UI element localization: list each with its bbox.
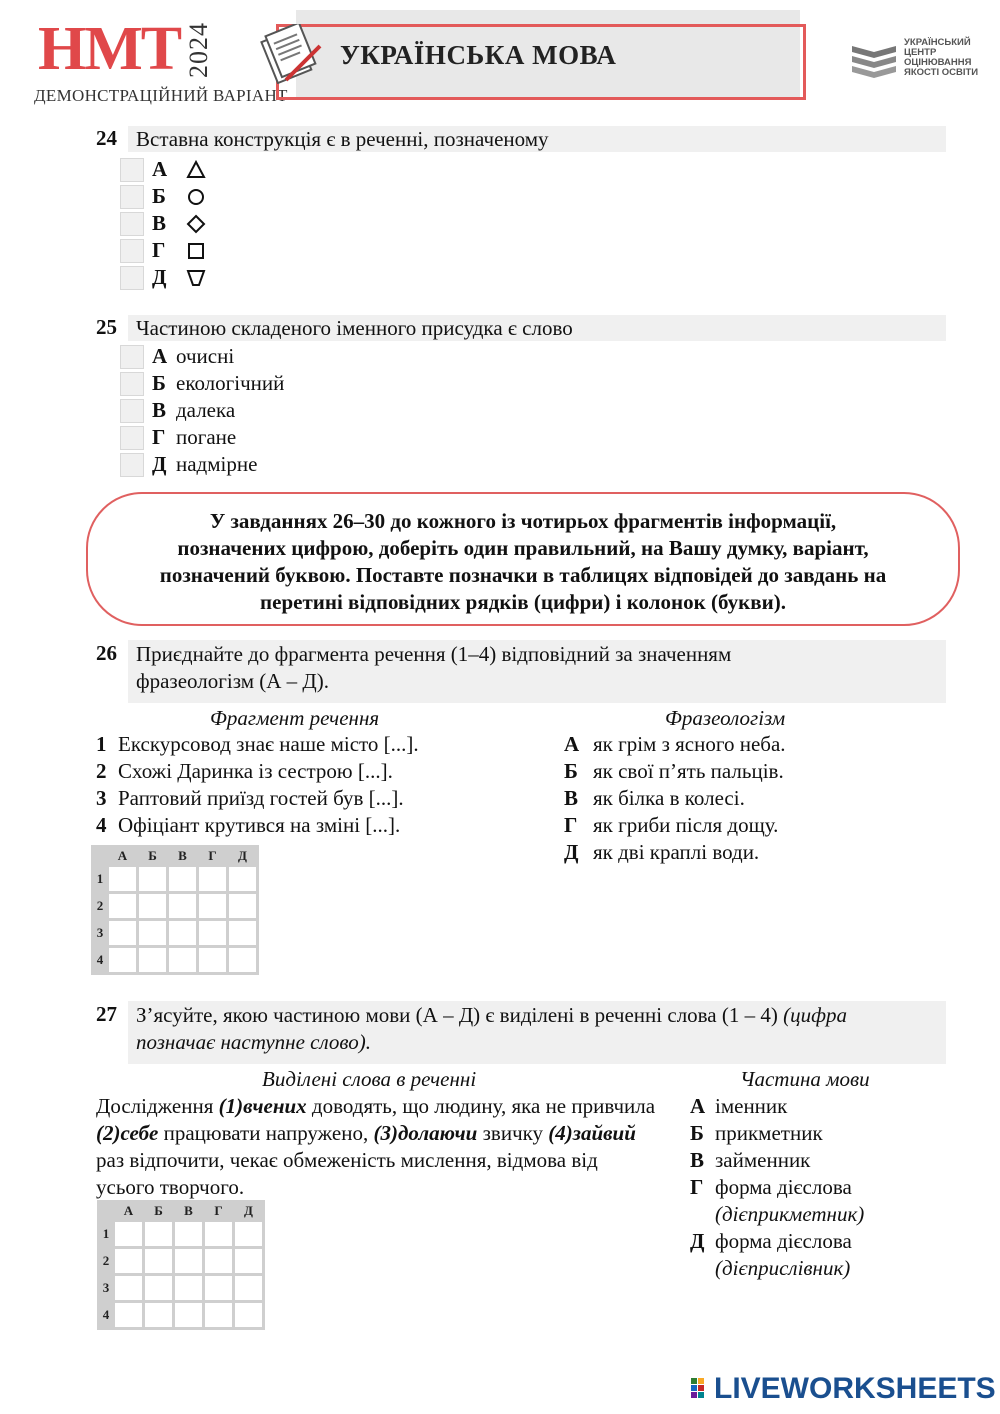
q27-left-header: Виділені слова в реченні [262, 1067, 477, 1091]
instruction-line: У завданнях 26–30 до кожного із чотирьох фрагментів інформації, [209, 509, 837, 533]
grid-col-header: Г [214, 1203, 223, 1218]
instruction-line: перетині відповідних рядків (цифри) і колонок (букви). [260, 590, 786, 614]
answer-cell[interactable] [235, 1222, 262, 1246]
list-item-note [690, 1201, 864, 1228]
sentence-part: Дослідження [96, 1094, 219, 1118]
q27-text-main: З’ясуйте, якою частиною мови (А – Д) є виділені в реченні слова (1 – 4) [136, 1003, 784, 1027]
answer-cell[interactable] [169, 867, 196, 891]
option-letter: В [152, 398, 167, 422]
answer-checkbox[interactable] [120, 345, 144, 369]
item-letter: Г [564, 813, 578, 837]
grid-row-header: 1 [96, 871, 104, 886]
answer-cell[interactable] [229, 894, 256, 918]
item-text: як білка в колесі. [593, 786, 745, 810]
item-text: займенник [715, 1148, 811, 1172]
answer-cell[interactable] [145, 1276, 172, 1300]
q26-phrases [564, 731, 786, 866]
item-letter: А [690, 1094, 706, 1118]
q25-option-d[interactable] [120, 424, 284, 451]
item-text: як дві краплі води. [593, 840, 760, 864]
grid-row-header: 1 [102, 1226, 110, 1241]
q24-option-d[interactable] [120, 237, 206, 264]
option-letter: Д [152, 452, 167, 476]
option-letter: В [152, 211, 167, 235]
answer-cell[interactable] [109, 948, 136, 972]
answer-cell[interactable] [139, 948, 166, 972]
grid-col-header: Д [238, 848, 247, 863]
list-item [564, 758, 786, 785]
q27-text-italic: позначає наступне слово). [136, 1030, 371, 1054]
answer-cell[interactable] [139, 894, 166, 918]
list-item [96, 758, 419, 785]
org-line: УКРАЇНСЬКИЙ [904, 37, 971, 48]
list-item-note [690, 1255, 864, 1282]
grid-row-header: 2 [102, 1253, 110, 1268]
answer-cell[interactable] [145, 1249, 172, 1273]
answer-table [97, 1200, 265, 1330]
answer-cell[interactable] [229, 948, 256, 972]
grid-col-header: В [178, 848, 187, 863]
item-text: іменник [715, 1094, 788, 1118]
grid-col-header: Б [148, 848, 157, 863]
grid-col-header: В [184, 1203, 193, 1218]
item-letter: Д [690, 1229, 705, 1253]
answer-cell[interactable] [229, 867, 256, 891]
q27-text-line [136, 1029, 944, 1056]
answer-checkbox[interactable] [120, 453, 144, 477]
q25-option-e[interactable] [120, 451, 284, 478]
q26-text-line: Приєднайте до фрагмента речення (1–4) відповідний за значенням [136, 642, 732, 666]
q27-answer-grid [97, 1200, 265, 1330]
instruction-box [86, 492, 960, 626]
q26-right-header: Фразеологізм [665, 706, 786, 730]
answer-cell[interactable] [139, 867, 166, 891]
answer-checkbox[interactable] [120, 372, 144, 396]
grid-row-header: 2 [96, 898, 104, 913]
item-letter: А [564, 732, 580, 756]
q27-sentence [96, 1093, 656, 1201]
org-line: ЦЕНТР [904, 47, 937, 58]
grid-row-header: 3 [96, 925, 104, 940]
q24-option-c[interactable] [120, 210, 206, 237]
item-letter: В [564, 786, 579, 810]
exam-year: 2024 [184, 22, 213, 78]
answer-cell[interactable] [199, 948, 226, 972]
option-letter: А [152, 344, 168, 368]
list-item [690, 1093, 864, 1120]
item-text: Раптовий приїзд гостей був [...]. [118, 786, 404, 810]
q24-text: Вставна конструкція є в реченні, позначеному [136, 127, 549, 151]
liveworksheets-logo-icon [690, 1376, 712, 1400]
answer-cell[interactable] [169, 921, 196, 945]
highlighted-word: (2)себе [96, 1121, 159, 1145]
answer-checkbox[interactable] [120, 399, 144, 423]
option-letter: Г [152, 425, 166, 449]
answer-cell[interactable] [175, 1222, 202, 1246]
answer-cell[interactable] [169, 948, 196, 972]
q25-option-a[interactable] [120, 343, 284, 370]
item-number: 2 [96, 759, 107, 783]
q26-text [136, 641, 731, 695]
list-item [96, 731, 419, 758]
answer-cell[interactable] [205, 1222, 232, 1246]
answer-cell[interactable] [235, 1303, 262, 1327]
q27-text [136, 1002, 944, 1056]
answer-cell[interactable] [205, 1303, 232, 1327]
list-item [690, 1228, 864, 1255]
answer-cell[interactable] [139, 921, 166, 945]
answer-cell[interactable] [229, 921, 256, 945]
answer-cell[interactable] [145, 1303, 172, 1327]
item-letter: В [690, 1148, 705, 1172]
item-text: прикметник [715, 1121, 823, 1145]
q27-parts-of-speech [690, 1093, 864, 1282]
answer-cell[interactable] [235, 1276, 262, 1300]
q26-text-line: фразеологізм (А – Д). [136, 669, 329, 693]
q25-number: 25 [96, 315, 117, 339]
answer-checkbox[interactable] [120, 426, 144, 450]
document-pen-icon [256, 24, 326, 84]
option-letter: Б [152, 184, 166, 208]
answer-checkbox[interactable] [120, 266, 144, 290]
org-line: ОЦІНЮВАННЯ [904, 57, 972, 68]
liveworksheets-brand [690, 1372, 996, 1406]
answer-cell[interactable] [199, 867, 226, 891]
item-text: Екскурсовод знає наше місто [...]. [118, 732, 419, 756]
option-text: надмірне [176, 452, 258, 476]
list-item [690, 1147, 864, 1174]
circle-icon [186, 187, 206, 207]
list-item [564, 812, 786, 839]
answer-cell[interactable] [109, 867, 136, 891]
answer-cell[interactable] [175, 1303, 202, 1327]
sentence-part: раз відпочити, чекає обмеженість мислення, відмова від усього творчого. [96, 1148, 598, 1199]
highlighted-word: (3)долаючи [373, 1121, 478, 1145]
q24-option-e[interactable] [120, 264, 206, 291]
item-text: форма дієслова [715, 1175, 852, 1199]
list-item [564, 731, 786, 758]
answer-cell[interactable] [175, 1276, 202, 1300]
q26-answer-grid [91, 845, 259, 975]
grid-col-header: Д [244, 1203, 253, 1218]
grid-corner [94, 848, 106, 864]
answer-cell[interactable] [115, 1222, 142, 1246]
grid-row-header: 3 [102, 1280, 110, 1295]
trapezoid-icon [186, 268, 206, 288]
diamond-icon [186, 214, 206, 234]
grid-col-header: Б [154, 1203, 163, 1218]
answer-cell[interactable] [115, 1303, 142, 1327]
brand-text: LIVEWORKSHEETS [714, 1372, 996, 1405]
option-text: погане [176, 425, 237, 449]
item-letter: Д [564, 840, 579, 864]
subject-title: УКРАЇНСЬКА МОВА [340, 40, 617, 70]
q24-number: 24 [96, 126, 117, 150]
q25-options [120, 343, 284, 478]
org-line: ЯКОСТІ ОСВІТИ [904, 67, 979, 78]
answer-checkbox[interactable] [120, 185, 144, 209]
answer-checkbox[interactable] [120, 158, 144, 182]
ucoz-logo-icon [848, 40, 900, 80]
ucoz-org-name [904, 38, 984, 78]
option-text: очисні [176, 344, 235, 368]
sentence-part: працювати напружено, [158, 1121, 374, 1145]
item-text: як грім з ясного неба. [593, 732, 786, 756]
q25-option-b[interactable] [120, 370, 284, 397]
item-letter: Б [564, 759, 578, 783]
option-letter: Г [152, 238, 166, 262]
square-icon [186, 241, 206, 261]
answer-cell[interactable] [145, 1222, 172, 1246]
answer-cell[interactable] [205, 1249, 232, 1273]
highlighted-word: (4)зайвий [548, 1121, 636, 1145]
answer-cell[interactable] [115, 1276, 142, 1300]
item-note: (дієприкметник) [715, 1202, 865, 1226]
sentence-part: доводять, що людину, яка не привчила [306, 1094, 656, 1118]
grid-row-header: 4 [102, 1307, 110, 1322]
grid-col-header: А [123, 1203, 134, 1218]
q27-text-italic: (цифра [783, 1003, 848, 1027]
option-letter: Б [152, 371, 166, 395]
item-letter: Г [690, 1175, 704, 1199]
list-item [564, 785, 786, 812]
q25-option-c[interactable] [120, 397, 284, 424]
q27-number: 27 [96, 1002, 117, 1026]
grid-col-header: Г [208, 848, 217, 863]
item-letter: Б [690, 1121, 704, 1145]
item-text: Офіціант крутився на зміні [...]. [118, 813, 401, 837]
item-number: 1 [96, 732, 107, 756]
q26-fragments [96, 731, 419, 839]
answer-cell[interactable] [235, 1249, 262, 1273]
list-item [564, 839, 786, 866]
instruction-line: позначених цифрою, доберіть один правильний, на Вашу думку, варіант, [177, 536, 869, 560]
option-letter: А [152, 157, 168, 181]
item-text: форма дієслова [715, 1229, 852, 1253]
list-item [96, 785, 419, 812]
answer-cell[interactable] [109, 921, 136, 945]
q26-left-header: Фрагмент речення [210, 706, 380, 730]
sentence-part: звичку [477, 1121, 549, 1145]
item-text: як гриби після дощу. [593, 813, 779, 837]
item-note: (дієприслівник) [715, 1256, 851, 1280]
list-item [690, 1174, 864, 1201]
answer-cell[interactable] [169, 894, 196, 918]
triangle-icon [186, 160, 206, 180]
q24-option-b[interactable] [120, 183, 206, 210]
list-item [96, 812, 419, 839]
grid-row-header: 4 [96, 952, 104, 967]
option-text: далека [176, 398, 236, 422]
grid-corner [100, 1203, 112, 1219]
q25-text: Частиною складеного іменного присудка є слово [136, 316, 573, 340]
answer-checkbox[interactable] [120, 212, 144, 236]
item-text: як свої п’ять пальців. [593, 759, 784, 783]
q27-right-header: Частина мови [740, 1067, 870, 1091]
answer-cell[interactable] [109, 894, 136, 918]
answer-cell[interactable] [199, 921, 226, 945]
answer-checkbox[interactable] [120, 239, 144, 263]
option-text: екологічний [176, 371, 285, 395]
instruction-line: позначений буквою. Поставте позначки в таблицях відповідей до завдань на [159, 563, 887, 587]
answer-cell[interactable] [175, 1249, 202, 1273]
item-number: 3 [96, 786, 107, 810]
item-text: Схожі Даринка із сестрою [...]. [118, 759, 393, 783]
q26-number: 26 [96, 641, 117, 665]
answer-table [91, 845, 259, 975]
option-letter: Д [152, 265, 167, 289]
nmt-logo: НМТ [38, 15, 181, 83]
answer-cell[interactable] [199, 894, 226, 918]
highlighted-word: (1)вчених [218, 1094, 307, 1118]
q24-options [120, 156, 206, 291]
list-item [690, 1120, 864, 1147]
answer-cell[interactable] [115, 1249, 142, 1273]
q24-option-a[interactable] [120, 156, 206, 183]
item-number: 4 [96, 813, 107, 837]
q27-text-line [136, 1002, 944, 1029]
grid-col-header: А [117, 848, 128, 863]
variant-label: ДЕМОНСТРАЦІЙНИЙ ВАРІАНТ [34, 86, 288, 105]
answer-cell[interactable] [205, 1276, 232, 1300]
